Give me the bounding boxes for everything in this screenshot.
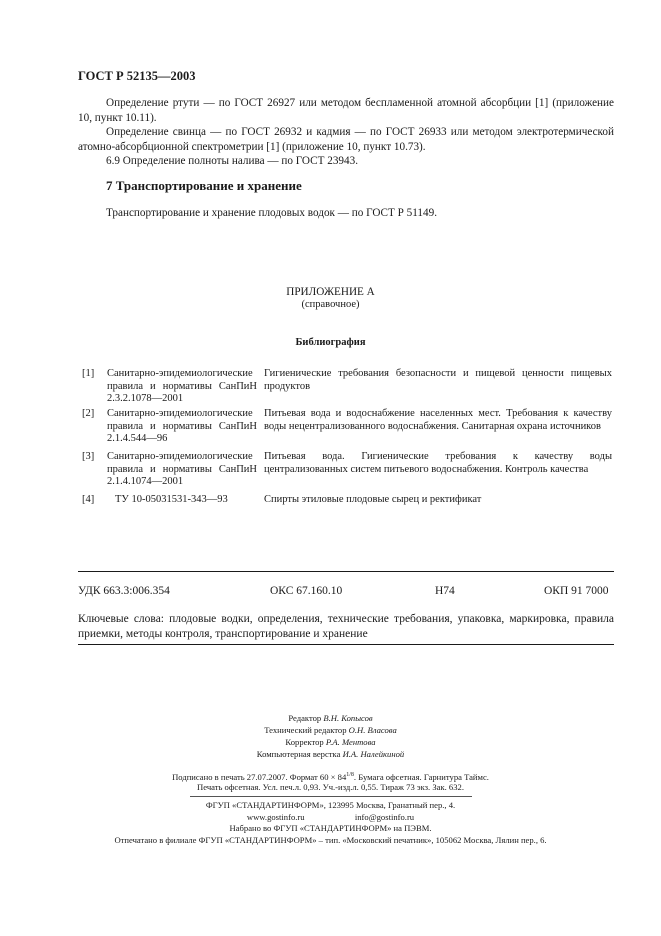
reference-number: [3] (82, 451, 95, 462)
bibliography-title: Библиография (295, 337, 366, 348)
reference-source: Санитарно-эпидемиологические правила и нормативы СанПиН 2.1.4.1074—2001 (107, 451, 257, 487)
imprint-divider (190, 796, 472, 797)
email-link[interactable]: info@gostinfo.ru (354, 812, 415, 822)
reference-source: Санитарно-эпидемиологические правила и нормативы СанПиН 2.1.4.544—96 (107, 408, 257, 444)
print-format: Подписано в печать 27.07.2007. Формат 60 × 84 (172, 771, 347, 782)
print-format-fraction: 1/8 (346, 772, 354, 778)
paragraph-lead-cadmium: Определение свинца — по ГОСТ 26932 и кадмия — по ГОСТ 26933 или методом электротермической атомно-абсорбционной спектрометрии [1] (приложение 10, пункт 10.73). (78, 126, 614, 153)
corrector-label: Корректор (285, 737, 324, 747)
layout-name: И.А. Налейкиной (342, 749, 405, 759)
typeset-line: Набрано во ФГУП «СТАНДАРТИНФОРМ» на ПЭВМ. (229, 823, 432, 833)
reference-title: Спирты этиловые плодовые сырец и ректификат (264, 494, 482, 505)
reference-item (82, 368, 612, 406)
layout-label: Компьютерная верстка (256, 749, 341, 759)
section-7-text: Транспортирование и хранение плодовых водок — по ГОСТ Р 51149. (106, 207, 438, 219)
paragraph-fill-volume: 6.9 Определение полноты налива — по ГОСТ 23943. (106, 155, 358, 167)
reference-source: Санитарно-эпидемиологические правила и нормативы СанПиН 2.3.2.1078—2001 (107, 368, 257, 404)
print-details-2: Печать офсетная. Усл. печ.л. 0,93. Уч.-изд.л. 0,55. Тираж 73 экз. Зак. 632. (197, 782, 464, 792)
document-header: ГОСТ Р 52135—2003 (78, 69, 196, 83)
editor-label: Редактор (288, 713, 322, 723)
imprint-tech-editor (0, 724, 661, 736)
reference-number: [4] (82, 494, 95, 505)
print-paper: . Бумага офсетная. Гарнитура Таймс. (353, 771, 489, 782)
appendix-subtitle: (справочное) (301, 299, 360, 310)
corrector-name: Р.А. Ментова (325, 737, 376, 747)
divider-bottom (78, 644, 614, 645)
okp-code: ОКП 91 7000 (544, 585, 609, 597)
printed-line: Отпечатано в филиале ФГУП «СТАНДАРТИНФОРМ» – тип. «Московский печатник», 105062 Москва, Лялин пер., 6. (114, 835, 547, 845)
reference-item (82, 408, 612, 446)
tech-editor-label: Технический редактор (264, 725, 347, 735)
section-7-title: 7 Транспортирование и хранение (106, 178, 302, 193)
reference-title: Питьевая вода и водоснабжение населенных мест. Требования к качеству воды нецентрализованного водоснабжения. Санитарная охрана источников (264, 408, 612, 432)
keywords: Ключевые слова: плодовые водки, определения, технические требования, упаковка, маркировка, правила приемки, методы контроля, транспортирование и хранение (78, 613, 614, 640)
website-link[interactable]: www.gostinfo.ru (246, 812, 305, 822)
reference-title: Питьевая вода. Гигиенические требования к качеству воды централизованных систем питьевого водоснабжения. Контроль качества (264, 451, 612, 475)
reference-source: ТУ 10-05031531-343—93 (115, 494, 228, 505)
oks-code: ОКС 67.160.10 (270, 585, 343, 597)
imprint-editor (0, 712, 661, 724)
appendix-title: ПРИЛОЖЕНИЕ А (286, 286, 375, 298)
paragraph-mercury: Определение ртути — по ГОСТ 26927 или методом беспламенной атомной абсорбции [1] (приложение 10, пункт 10.11). (78, 97, 614, 124)
reference-number: [2] (82, 408, 95, 419)
editor-name: В.Н. Копысов (323, 713, 373, 723)
reference-number: [1] (82, 368, 95, 379)
imprint-layout (0, 748, 661, 760)
group-code: Н74 (435, 585, 455, 597)
divider-top (78, 571, 614, 572)
reference-item (82, 451, 612, 489)
publisher-line: ФГУП «СТАНДАРТИНФОРМ», 123995 Москва, Гранатный пер., 4. (205, 800, 456, 810)
reference-title: Гигиенические требования безопасности и пищевой ценности пищевых продуктов (264, 368, 612, 392)
tech-editor-name: О.Н. Власова (348, 725, 397, 735)
reference-item (82, 494, 612, 508)
udk-code: УДК 663.3:006.354 (78, 585, 170, 597)
imprint-corrector (0, 736, 661, 748)
